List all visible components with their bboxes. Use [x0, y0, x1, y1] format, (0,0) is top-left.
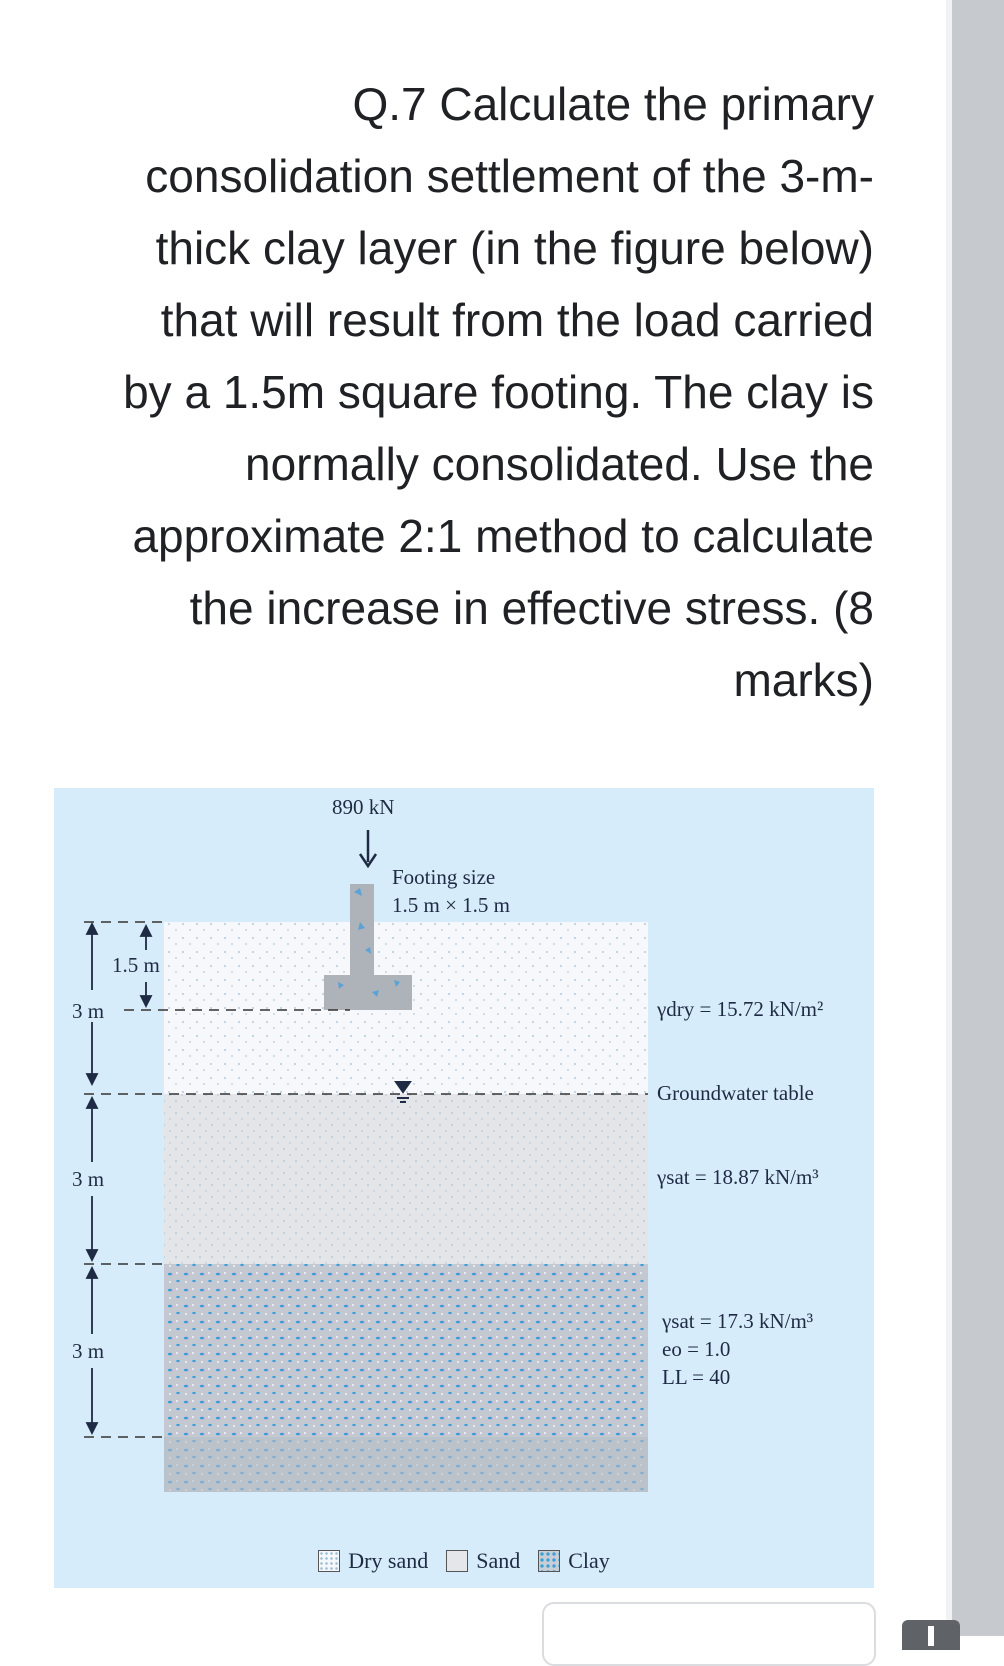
load-label: 890 kN	[332, 795, 395, 819]
question-line: normally consolidated. Use the	[245, 438, 874, 490]
legend-clay	[538, 1548, 610, 1574]
soil-profile-diagram	[54, 788, 874, 1588]
question-line: the increase in effective stress. (8	[189, 582, 874, 634]
question-line: consolidation settlement of the 3-m-	[145, 150, 874, 202]
question-line: Q.7 Calculate the primary	[352, 78, 874, 130]
groundwater-label: Groundwater table	[657, 1081, 814, 1105]
expand-button[interactable]	[902, 1620, 960, 1650]
liquid-limit-label: LL = 40	[662, 1365, 731, 1389]
legend-clay-label: Clay	[568, 1548, 610, 1573]
question-line: thick clay layer (in the figure below)	[155, 222, 874, 274]
void-ratio-label: eo = 1.0	[662, 1337, 731, 1361]
dry-sand-thickness-label: 3 m	[72, 999, 105, 1023]
sand-layer	[164, 1094, 648, 1264]
clay-base-band	[164, 1437, 648, 1492]
dry-sand-swatch	[318, 1550, 340, 1572]
gamma-sat-clay-label: γsat = 17.3 kN/m³	[662, 1309, 814, 1333]
answer-input-box[interactable]	[542, 1602, 876, 1666]
scrollbar-edge	[946, 0, 952, 1636]
gamma-dry-label: γdry = 15.72 kN/m²	[657, 997, 824, 1021]
question-line: approximate 2:1 method to calculate	[132, 510, 874, 562]
soil-profile-figure	[54, 788, 874, 1588]
question-text	[40, 68, 874, 716]
legend-dry-sand-label: Dry sand	[348, 1548, 429, 1573]
clay-thickness-label: 3 m	[72, 1339, 105, 1363]
figure-legend	[54, 1548, 874, 1574]
footing-size-label: Footing size	[392, 865, 496, 889]
footing-depth-label: 1.5 m	[112, 953, 160, 977]
legend-dry-sand	[318, 1548, 428, 1574]
sand-thickness-label: 3 m	[72, 1167, 105, 1191]
gamma-sat-sand-label: γsat = 18.87 kN/m³	[657, 1165, 819, 1189]
question-line: that will result from the load carried	[160, 294, 874, 346]
legend-sand	[446, 1548, 520, 1574]
clay-swatch	[538, 1550, 560, 1572]
question-line: by a 1.5m square footing. The clay is	[123, 366, 874, 418]
scrollbar-track[interactable]	[946, 0, 1004, 1636]
sand-swatch	[446, 1550, 468, 1572]
question-line: marks)	[733, 654, 874, 706]
footing-dims-label: 1.5 m × 1.5 m	[392, 893, 511, 917]
legend-sand-label: Sand	[476, 1548, 521, 1573]
